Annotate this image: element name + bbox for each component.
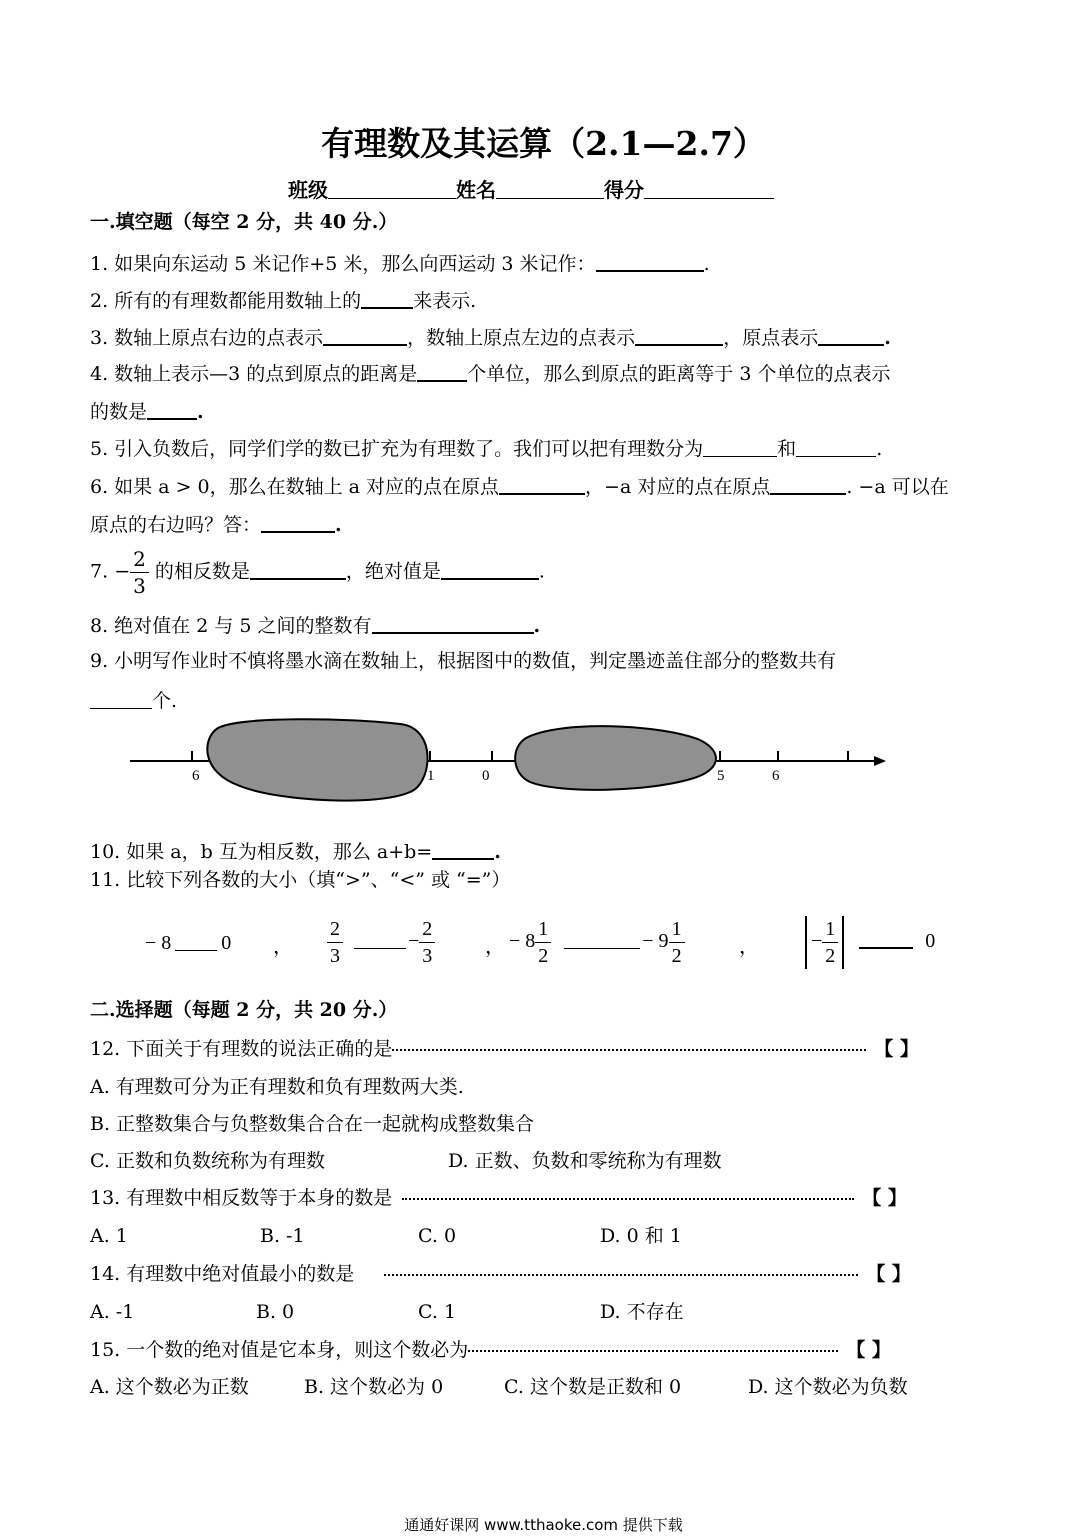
compare-4: − $\frac{1}{2}$ 0 — [805, 916, 935, 969]
compare-3: − 8 $\frac{1}{2}$ − 9 $\frac{1}{2}$ — [509, 916, 685, 969]
q1-blank[interactable] — [596, 250, 704, 272]
class-blank[interactable] — [328, 178, 456, 199]
q15-option-d[interactable]: D. 这个数必为负数 — [748, 1376, 908, 1398]
answer-bracket-13[interactable]: 【 】 — [862, 1187, 907, 1209]
question-13: 13. 有理数中相反数等于本身的数是 【 】 — [90, 1187, 907, 1209]
question-5: 5. 引入负数后，同学们学的数已扩充为有理数了。我们可以把有理数分为 和 . — [90, 438, 883, 460]
compare-2: $\frac{2}{3}$ − $\frac{2}{3}$ — [327, 916, 435, 969]
nl-label-2: 1 — [427, 768, 435, 784]
footer-credit: 通通好课网 www.tthaoke.com 提供下载 — [404, 1516, 683, 1534]
nl-label-3: 0 — [482, 768, 490, 784]
q15-option-c[interactable]: C. 这个数是正数和 0 — [504, 1376, 682, 1398]
axis-arrow — [874, 756, 886, 766]
answer-bracket-15[interactable]: 【 】 — [846, 1339, 891, 1361]
q15-option-b[interactable]: B. 这个数必为 0 — [304, 1376, 444, 1398]
q9-blank[interactable] — [90, 688, 152, 709]
q5-blank-2[interactable] — [796, 436, 876, 457]
q7-blank-1[interactable] — [250, 558, 346, 580]
q13-option-a[interactable]: A. 1 — [90, 1225, 128, 1247]
q6-blank-1[interactable] — [499, 473, 585, 495]
q14-option-d[interactable]: D. 不存在 — [600, 1301, 684, 1323]
section1-heading: 一.填空题（每空 2 分，共 40 分.） — [90, 211, 398, 233]
answer-bracket-14[interactable]: 【 】 — [866, 1263, 911, 1285]
q13-option-d[interactable]: D. 0 和 1 — [600, 1225, 682, 1247]
q5-blank-1[interactable] — [703, 436, 777, 457]
question-14: 14. 有理数中绝对值最小的数是 【 】 — [90, 1263, 911, 1285]
nl-label-1: 6 — [192, 768, 200, 784]
question-10: 10. 如果 a，b 互为相反数，那么 a+b= . — [90, 838, 501, 864]
abs-value-bars: − $\frac{1}{2}$ — [805, 916, 844, 969]
q12-option-b[interactable]: B. 正整数集合与负整数集合合在一起就构成整数集合 — [90, 1113, 535, 1135]
q14-option-c[interactable]: C. 1 — [418, 1301, 457, 1323]
name-blank[interactable] — [496, 178, 604, 199]
q8-blank[interactable] — [372, 612, 534, 634]
q7-fraction: $\frac{2}{3}$ — [130, 546, 149, 599]
name-label: 姓名 — [456, 178, 496, 202]
q6-blank-3[interactable] — [261, 511, 335, 533]
compare-sep-1: ， — [273, 936, 293, 958]
page-title: 有理数及其运算（2.1—2.7） — [321, 124, 766, 163]
q13-option-b[interactable]: B. -1 — [260, 1225, 305, 1247]
score-label: 得分 — [604, 178, 644, 202]
compare-1-blank[interactable] — [175, 930, 217, 951]
question-11: 11. 比较下列各数的大小（填“>”、“<” 或 “=”） — [90, 869, 511, 891]
question-4: 4. 数轴上表示—3 的点到原点的距离是 个单位，那么到原点的距离等于 3 个单位的点表示 — [90, 360, 890, 386]
ink-blot-right — [515, 726, 716, 790]
question-4-cont: 的数是 . — [90, 398, 204, 424]
section2-heading: 二.选择题（每题 2 分，共 20 分.） — [90, 999, 398, 1021]
class-label: 班级 — [288, 178, 328, 202]
q7-blank-2[interactable] — [441, 558, 539, 580]
q14-option-b[interactable]: B. 0 — [256, 1301, 295, 1323]
nl-label-4: 5 — [717, 768, 725, 784]
question-15: 15. 一个数的绝对值是它本身，则这个数必为 【 】 — [90, 1339, 891, 1361]
q12-option-a[interactable]: A. 有理数可分为正有理数和负有理数两大类. — [90, 1076, 464, 1098]
nl-label-5: 6 — [772, 768, 780, 784]
q3-blank-2[interactable] — [635, 324, 723, 346]
q4-blank-2[interactable] — [147, 398, 197, 420]
q14-option-a[interactable]: A. -1 — [90, 1301, 135, 1323]
question-1: 1. 如果向东运动 5 米记作+5 米，那么向西运动 3 米记作： . — [90, 250, 710, 276]
q12-option-d[interactable]: D. 正数、负数和零统称为有理数 — [448, 1150, 722, 1172]
question-2: 2. 所有的有理数都能用数轴上的 来表示. — [90, 287, 476, 313]
question-12: 12. 下面关于有理数的说法正确的是 【 】 — [90, 1038, 919, 1060]
q2-blank[interactable] — [361, 287, 413, 309]
question-9: 9. 小明写作业时不慎将墨水滴在数轴上，根据图中的数值，判定墨迹盖住部分的整数共有 — [90, 650, 837, 672]
q3-blank-1[interactable] — [323, 324, 407, 346]
q15-option-a[interactable]: A. 这个数必为正数 — [90, 1376, 249, 1398]
student-info-line — [288, 174, 774, 203]
compare-sep-2: ， — [485, 936, 505, 958]
answer-bracket-12[interactable]: 【 】 — [874, 1038, 919, 1060]
score-blank[interactable] — [644, 178, 774, 199]
question-6-cont: 原点的右边吗？答： . — [90, 511, 342, 537]
question-8: 8. 绝对值在 2 与 5 之间的整数有 . — [90, 612, 540, 638]
question-9-cont: 个. — [90, 688, 177, 713]
q3-blank-3[interactable] — [818, 324, 884, 346]
compare-4-blank[interactable] — [859, 927, 913, 949]
compare-2-blank[interactable] — [354, 928, 406, 949]
question-3: 3. 数轴上原点右边的点表示 ，数轴上原点左边的点表示 ，原点表示 . — [90, 324, 891, 350]
number-line-figure — [120, 714, 900, 804]
q12-option-c[interactable]: C. 正数和负数统称为有理数 — [90, 1150, 325, 1172]
q10-blank[interactable] — [432, 838, 494, 860]
compare-3-blank[interactable] — [564, 928, 640, 949]
question-7: 7. − $\frac{2}{3}$ 的相反数是 ，绝对值是 . — [90, 547, 545, 598]
compare-sep-3: ， — [739, 936, 759, 958]
ink-blot-left — [207, 719, 427, 800]
question-6: 6. 如果 a > 0，那么在数轴上 a 对应的点在原点 ，−a 对应的点在原点 . −a 可以在 — [90, 473, 949, 499]
q4-blank-1[interactable] — [417, 360, 467, 382]
q6-blank-2[interactable] — [770, 473, 846, 495]
compare-1: − 8 0 — [145, 932, 232, 954]
q13-option-c[interactable]: C. 0 — [418, 1225, 457, 1247]
